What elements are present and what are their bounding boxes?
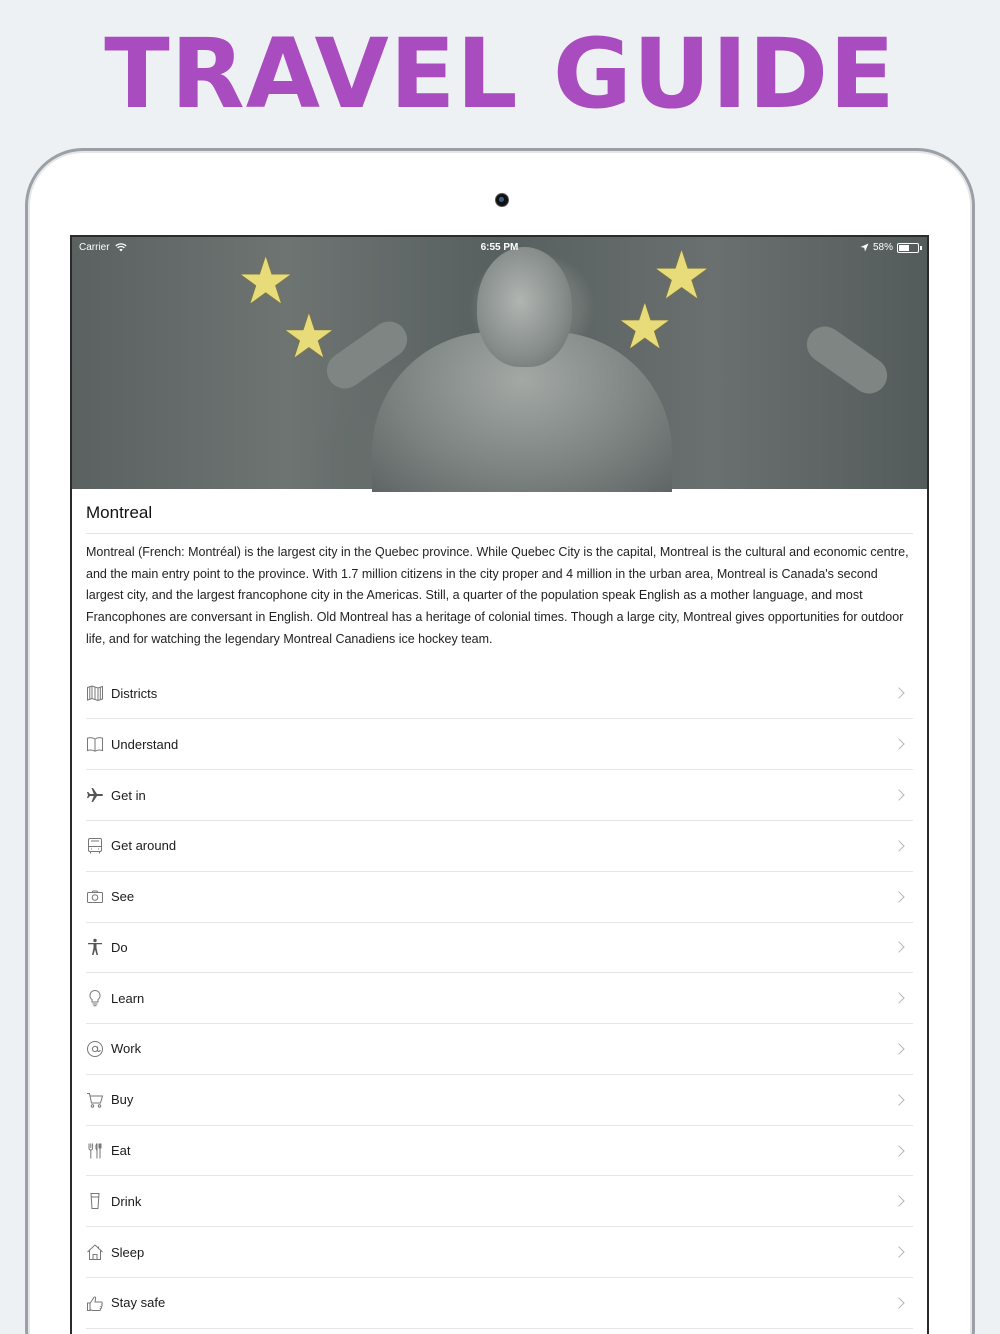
menu-item-label: Get around bbox=[111, 838, 177, 854]
status-right bbox=[860, 242, 919, 253]
chevron-right-icon bbox=[893, 993, 904, 1004]
at-icon bbox=[86, 1040, 104, 1058]
chevron-right-icon bbox=[893, 789, 904, 800]
menu-item-understand[interactable] bbox=[86, 719, 913, 770]
menu-item-drink[interactable] bbox=[86, 1176, 913, 1227]
menu-item-label: Do bbox=[111, 939, 128, 955]
menu-item-see[interactable] bbox=[86, 872, 913, 923]
person-icon bbox=[86, 938, 104, 956]
city-description: Montreal (French: Montréal) is the largest city in the Quebec province. While Quebec City is the capital, Montreal is the cultural and economic centre, and the main entry point to the province. With 1.7 million citizens in the city proper and 4 million in the urban area, Montreal is Canada's second largest city, and the largest francophone city in the Americas. Still, a quarter of the population speak English as a mother language, and most Francophones are conversant in English. Old Montreal has a heritage of colonial times. Though a large city, Montreal gives opportunities for outdoor life, and for watching the legendary Montreal Canadiens ice hockey team. bbox=[86, 545, 909, 646]
cutlery-icon bbox=[86, 1142, 104, 1160]
battery-fill bbox=[899, 245, 909, 251]
statue-arm-right bbox=[800, 319, 894, 400]
menu-item-buy[interactable] bbox=[86, 1075, 913, 1126]
menu-item-work[interactable] bbox=[86, 1024, 913, 1075]
chevron-right-icon bbox=[893, 1247, 904, 1258]
menu-item-eat[interactable] bbox=[86, 1126, 913, 1177]
book-icon bbox=[86, 735, 104, 753]
promo-title: TRAVEL GUIDE bbox=[104, 18, 896, 130]
glass-icon bbox=[86, 1192, 104, 1210]
menu-item-label: Learn bbox=[111, 990, 145, 1006]
chevron-right-icon bbox=[893, 840, 904, 851]
front-camera bbox=[495, 193, 509, 207]
chevron-right-icon bbox=[893, 739, 904, 750]
menu-item-label: Get in bbox=[111, 787, 146, 803]
airplane-icon bbox=[86, 786, 104, 804]
menu-item-label: Buy bbox=[111, 1092, 134, 1108]
chevron-right-icon bbox=[893, 1094, 904, 1105]
star-icon: ★ bbox=[237, 245, 295, 317]
carrier-label: Carrier bbox=[79, 242, 110, 253]
menu-item-label: Districts bbox=[111, 685, 158, 701]
menu-item-get-in[interactable] bbox=[86, 770, 913, 821]
star-icon: ★ bbox=[617, 293, 673, 362]
menu-item-districts[interactable] bbox=[86, 669, 913, 720]
status-bar bbox=[72, 237, 927, 257]
page-title: Montreal bbox=[86, 489, 913, 534]
menu-item-learn[interactable] bbox=[86, 973, 913, 1024]
menu-item-label: Understand bbox=[111, 736, 179, 752]
section-list bbox=[86, 669, 913, 1329]
cart-icon bbox=[86, 1091, 104, 1109]
menu-item-label: Stay safe bbox=[111, 1295, 166, 1311]
content bbox=[72, 489, 927, 1329]
battery-tip bbox=[920, 246, 922, 250]
battery-percent: 58% bbox=[872, 242, 893, 253]
camera-icon bbox=[86, 888, 104, 906]
chevron-right-icon bbox=[893, 1145, 904, 1156]
star-icon: ★ bbox=[282, 303, 336, 370]
chevron-right-icon bbox=[893, 1043, 904, 1054]
menu-item-label: Eat bbox=[111, 1143, 131, 1159]
chevron-right-icon bbox=[893, 1297, 904, 1308]
lightbulb-icon bbox=[86, 989, 104, 1007]
hand-icon bbox=[86, 1294, 104, 1312]
menu-item-stay-safe[interactable] bbox=[86, 1278, 913, 1329]
status-time: 6:55 PM bbox=[480, 242, 519, 253]
house-icon bbox=[86, 1243, 104, 1261]
menu-item-label: Drink bbox=[111, 1193, 142, 1209]
menu-item-label: See bbox=[111, 889, 135, 905]
app-screen bbox=[70, 235, 929, 1334]
location-arrow-icon bbox=[860, 243, 869, 252]
star-icon: ★ bbox=[652, 238, 712, 312]
battery-icon bbox=[897, 243, 919, 253]
menu-item-label: Work bbox=[111, 1041, 142, 1057]
menu-item-do[interactable] bbox=[86, 923, 913, 974]
hero-image bbox=[72, 237, 927, 489]
map-icon bbox=[86, 684, 104, 702]
chevron-right-icon bbox=[893, 1196, 904, 1207]
menu-item-label: Sleep bbox=[111, 1244, 145, 1260]
chevron-right-icon bbox=[893, 891, 904, 902]
statue-head bbox=[477, 247, 572, 367]
chevron-right-icon bbox=[893, 942, 904, 953]
bus-icon bbox=[86, 837, 104, 855]
menu-item-sleep[interactable] bbox=[86, 1227, 913, 1278]
menu-item-get-around[interactable] bbox=[86, 821, 913, 872]
chevron-right-icon bbox=[893, 688, 904, 699]
